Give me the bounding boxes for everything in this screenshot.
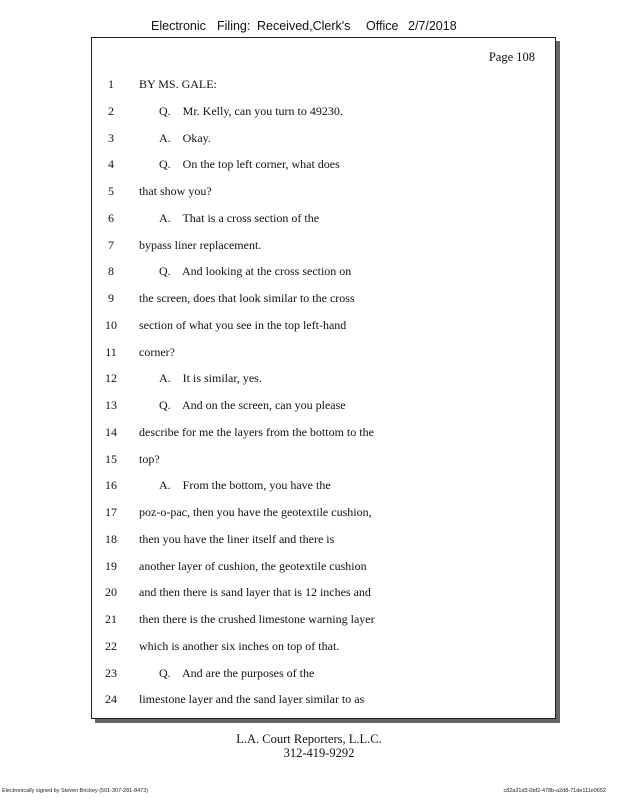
transcript-line bbox=[92, 104, 557, 122]
transcript-line bbox=[92, 291, 557, 309]
line-number: 13 bbox=[105, 398, 117, 412]
line-number: 17 bbox=[105, 505, 117, 519]
transcript-line bbox=[92, 452, 557, 470]
line-text: describe for me the layers from the bottom to the bbox=[139, 424, 374, 439]
line-number: 10 bbox=[105, 317, 117, 332]
transcript-line bbox=[92, 585, 557, 603]
line-number: 2 bbox=[108, 103, 114, 118]
line-text: BY MS. GALE: bbox=[139, 77, 217, 91]
transcript-line bbox=[92, 77, 557, 95]
page-number: Page 108 bbox=[488, 50, 535, 64]
line-number: 19 bbox=[105, 558, 117, 573]
line-number: 14 bbox=[105, 424, 117, 439]
line-number: 21 bbox=[105, 612, 117, 626]
header-word-received-clerks: Received,Clerk's bbox=[257, 19, 351, 33]
document-hash: c82a31d3-0bf2-478b-a2d8-71de111e0652 bbox=[503, 788, 606, 794]
line-text: Q. Mr. Kelly, can you turn to 49230. bbox=[159, 103, 343, 118]
header-word-filing: Filing: bbox=[217, 19, 251, 33]
transcript-line bbox=[92, 505, 557, 523]
line-number: 8 bbox=[108, 264, 114, 279]
transcript-line bbox=[92, 559, 557, 577]
filing-header bbox=[0, 19, 618, 37]
line-number: 23 bbox=[105, 665, 117, 680]
line-text: then there is the crushed limestone warning layer bbox=[139, 612, 375, 626]
line-text: then you have the liner itself and there is bbox=[139, 531, 335, 546]
transcript-line bbox=[92, 371, 557, 389]
line-number: 1 bbox=[108, 77, 114, 91]
line-number: 24 bbox=[105, 692, 117, 707]
line-number: 11 bbox=[105, 344, 117, 359]
header-word-electronic: Electronic bbox=[151, 19, 206, 33]
transcript-line bbox=[92, 612, 557, 630]
line-text: and then there is sand layer that is 12 inches and bbox=[139, 585, 371, 600]
line-text: corner? bbox=[139, 344, 175, 359]
line-text: section of what you see in the top left-hand bbox=[139, 317, 347, 332]
line-text: Q. And are the purposes of the bbox=[159, 665, 315, 680]
line-number: 12 bbox=[105, 371, 117, 386]
line-number: 7 bbox=[108, 237, 114, 252]
line-text: limestone layer and the sand layer similar to as bbox=[139, 692, 365, 707]
line-number: 22 bbox=[105, 638, 117, 653]
line-text: the screen, does that look similar to the cross bbox=[139, 291, 355, 305]
line-number: 5 bbox=[108, 184, 114, 198]
line-number: 3 bbox=[108, 130, 114, 145]
transcript-line bbox=[92, 398, 557, 416]
transcript-line bbox=[92, 532, 557, 550]
line-text: A. That is a cross section of the bbox=[159, 210, 320, 225]
header-word-date: 2/7/2018 bbox=[408, 19, 457, 33]
line-text: bypass liner replacement. bbox=[139, 237, 262, 252]
transcript-line bbox=[92, 211, 557, 229]
electronic-signature: Electronically signed by Steven Brickey (501-307-281-8473) bbox=[2, 788, 149, 794]
line-text: which is another six inches on top of that. bbox=[139, 638, 340, 653]
transcript-line bbox=[92, 478, 557, 496]
transcript-line bbox=[92, 639, 557, 657]
line-text: poz-o-pac, then you have the geotextile cushion, bbox=[139, 505, 372, 519]
line-text: top? bbox=[139, 451, 160, 466]
transcript-line bbox=[92, 264, 557, 282]
line-number: 20 bbox=[105, 585, 117, 600]
transcript-line bbox=[92, 666, 557, 684]
transcript-line bbox=[92, 238, 557, 256]
transcript-line bbox=[92, 157, 557, 175]
line-text: A. Okay. bbox=[159, 130, 211, 145]
line-number: 9 bbox=[108, 291, 114, 305]
header-word-office: Office bbox=[366, 19, 399, 33]
footer-phone: 312-419-9292 bbox=[283, 746, 355, 760]
transcript-line bbox=[92, 318, 557, 336]
transcript-line bbox=[92, 692, 557, 710]
line-number: 6 bbox=[108, 210, 114, 225]
transcript-line bbox=[92, 425, 557, 443]
transcript-line bbox=[92, 345, 557, 363]
line-number: 16 bbox=[105, 478, 117, 493]
footer-company: L.A. Court Reporters, L.L.C. bbox=[236, 732, 382, 746]
transcript-line bbox=[92, 131, 557, 149]
line-text: that show you? bbox=[139, 184, 212, 198]
line-text: Q. And on the screen, can you please bbox=[159, 398, 346, 412]
line-text: Q. And looking at the cross section on bbox=[159, 264, 352, 279]
line-number: 4 bbox=[108, 157, 114, 172]
line-text: another layer of cushion, the geotextile cushion bbox=[139, 558, 367, 573]
line-text: A. From the bottom, you have the bbox=[159, 478, 331, 493]
line-text: A. It is similar, yes. bbox=[159, 371, 262, 386]
transcript-page-frame bbox=[91, 37, 556, 719]
line-text: Q. On the top left corner, what does bbox=[159, 157, 340, 172]
line-number: 15 bbox=[105, 451, 117, 466]
transcript-line bbox=[92, 184, 557, 202]
line-number: 18 bbox=[105, 531, 117, 546]
